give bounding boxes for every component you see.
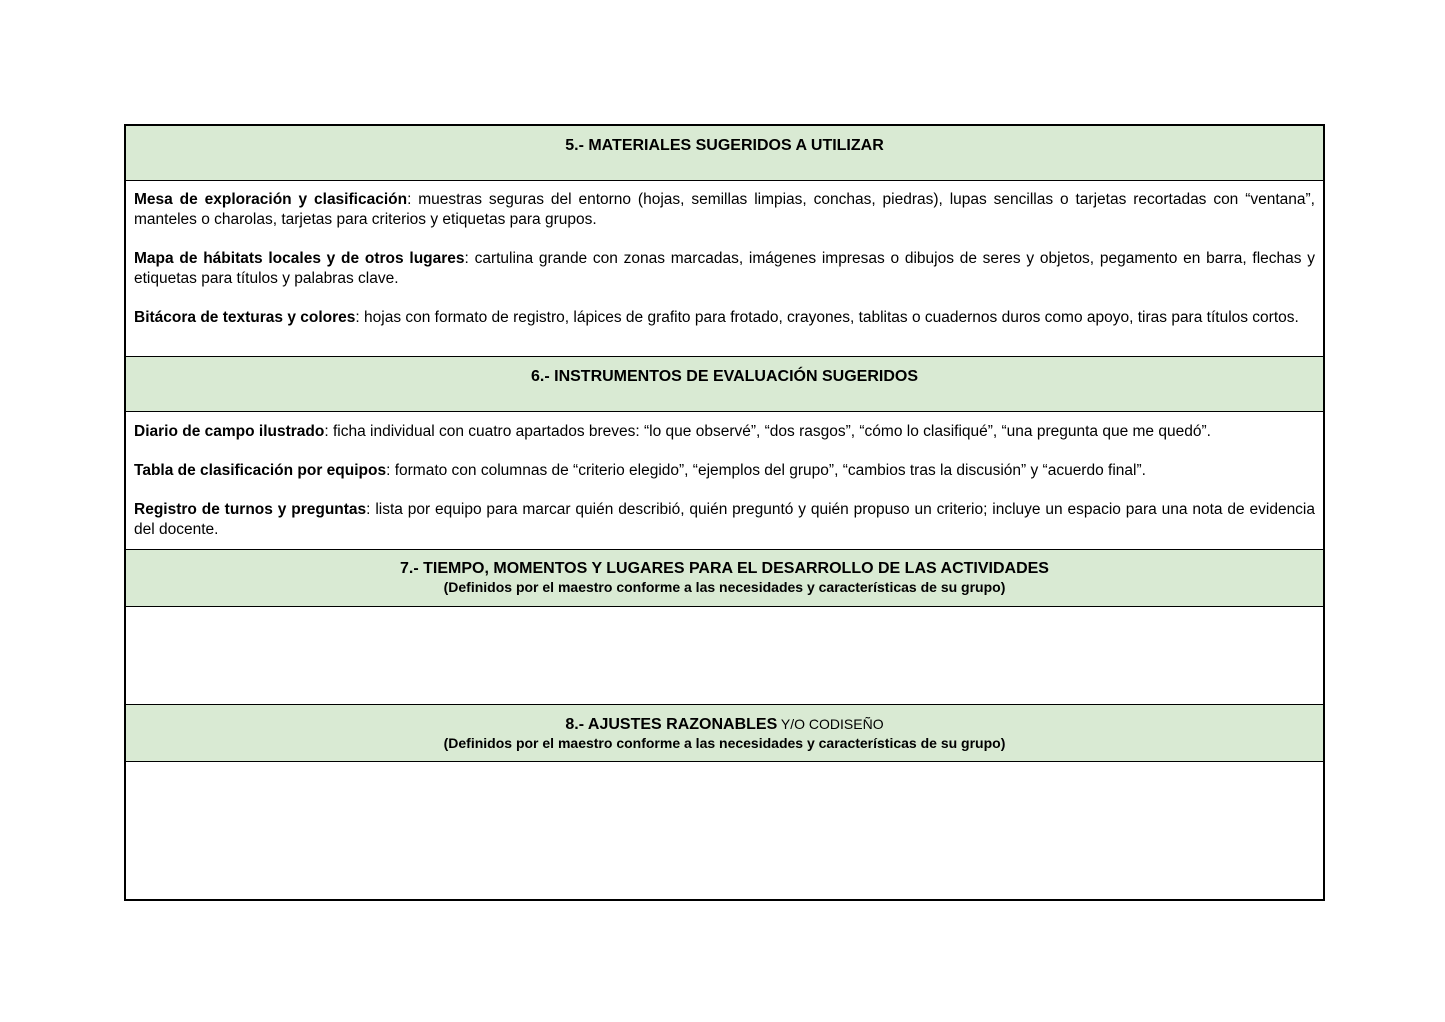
item-term: Mesa de exploración y clasificación: [134, 191, 408, 208]
section-5-item: [134, 308, 1315, 328]
section-8-title-suffix: Y/O CODISEÑO: [777, 716, 884, 732]
item-term: Mapa de hábitats locales y de otros lugares: [134, 250, 465, 267]
section-6-item: [134, 422, 1315, 442]
item-text: : muestras seguras del entorno (hojas, semillas limpias, conchas, piedras), lupas sencillas o tarjetas recortadas con “ventana”, manteles o charolas, tarjetas para criterios y etiquetas para grupos.: [134, 191, 1315, 228]
section-8-header: [126, 705, 1323, 762]
section-6-header: [126, 357, 1323, 412]
section-8-subtitle: (Definidos por el maestro conforme a las necesidades y características de su grupo): [443, 735, 1006, 751]
section-8-title: 8.- AJUSTES RAZONABLES: [565, 716, 778, 733]
item-term: Bitácora de texturas y colores: [134, 309, 356, 326]
item-term: Tabla de clasificación por equipos: [134, 462, 387, 479]
section-5-title: 5.- MATERIALES SUGERIDOS A UTILIZAR: [565, 137, 884, 154]
section-6-title: 6.- INSTRUMENTOS DE EVALUACIÓN SUGERIDOS: [531, 368, 918, 385]
item-text: : cartulina grande con zonas marcadas, imágenes impresas o dibujos de seres y objetos, pegamento en barra, flechas y etiquetas para títulos y palabras clave.: [134, 250, 1316, 287]
item-term: Diario de campo ilustrado: [134, 423, 325, 440]
section-7-title: 7.- TIEMPO, MOMENTOS Y LUGARES PARA EL DESARROLLO DE LAS ACTIVIDADES: [400, 560, 1049, 577]
section-6-body: [126, 412, 1323, 550]
planning-table: [124, 124, 1325, 901]
item-text: : lista por equipo para marcar quién describió, quién preguntó y quién propuso un criterio; incluye un espacio para una nota de evidencia del docente.: [134, 501, 1315, 538]
item-text: : ficha individual con cuatro apartados breves: “lo que observé”, “dos rasgos”, “cómo lo clasifiqué”, “una pregunta que me quedó”.: [324, 423, 1211, 440]
section-5-item: [134, 249, 1315, 289]
section-5-header: [126, 126, 1323, 181]
section-8-body[interactable]: [126, 762, 1323, 899]
item-text: : formato con columnas de “criterio elegido”, “ejemplos del grupo”, “cambios tras la discusión” y “acuerdo final”.: [386, 462, 1146, 479]
section-7-body[interactable]: [126, 607, 1323, 705]
section-7-header: [126, 550, 1323, 607]
section-7-subtitle: (Definidos por el maestro conforme a las necesidades y características de su grupo): [443, 579, 1006, 595]
section-5-body: [126, 181, 1323, 357]
item-text: : hojas con formato de registro, lápices de grafito para frotado, crayones, tablitas o cuadernos duros como apoyo, tiras para títulos cortos.: [355, 309, 1299, 326]
section-5-item: [134, 190, 1315, 230]
section-6-item: [134, 461, 1315, 481]
section-6-item: [134, 500, 1315, 540]
item-term: Registro de turnos y preguntas: [134, 501, 367, 518]
